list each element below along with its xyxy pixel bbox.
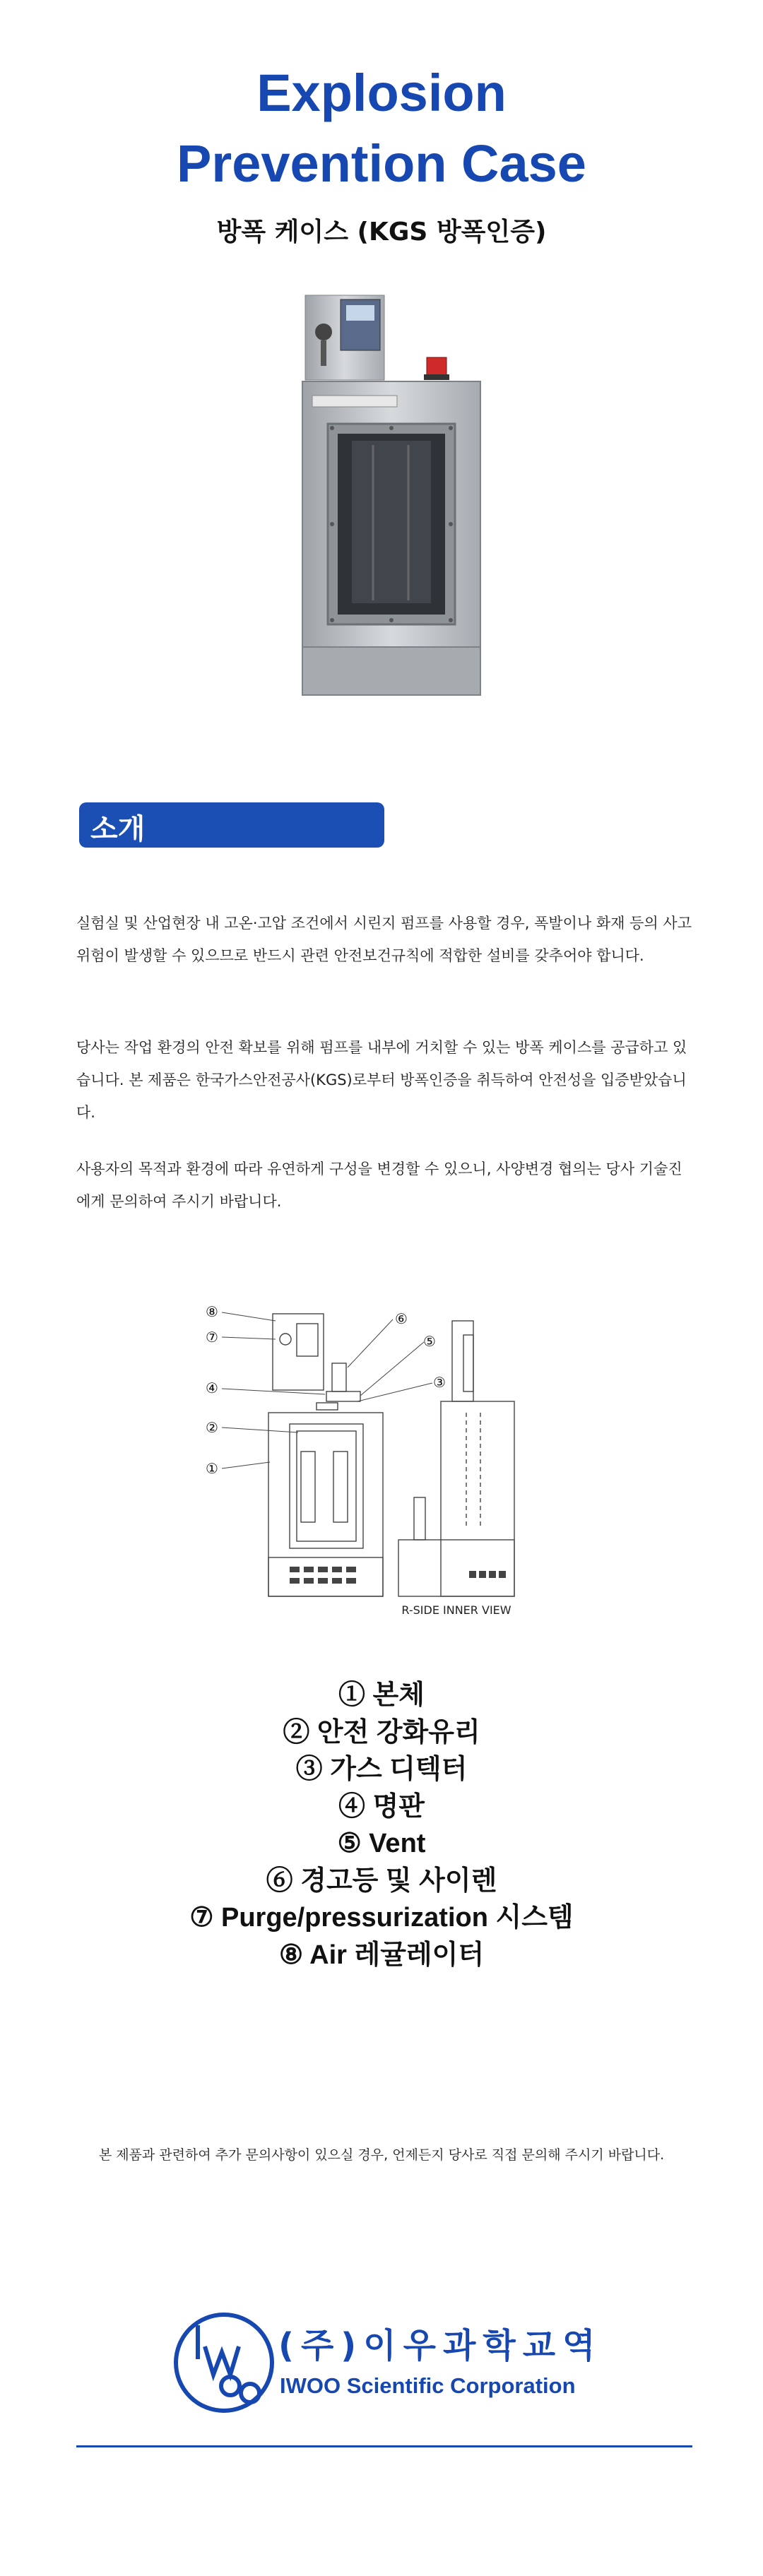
- technical-diagram: [191, 1293, 586, 1618]
- company-logo: [171, 2310, 277, 2416]
- intro-paragraph-3: 사용자의 목적과 환경에 따라 유연하게 구성을 변경할 수 있으니, 사양변경 협의는 당사 기술진에게 문의하여 주시기 바랍니다.: [76, 1161, 682, 1210]
- section-heading-text: 소개: [90, 813, 146, 845]
- part-item-gas-detector: ③ 가스 디텍터: [295, 1755, 468, 1784]
- page-subtitle: 방폭 케이스 (KGS 방폭인증): [216, 218, 547, 247]
- part-item-body: ① 본체: [338, 1680, 425, 1710]
- part-item-air-regulator: ⑧ Air 레귤레이터: [278, 1940, 485, 1970]
- callout-2: ②: [206, 1419, 218, 1436]
- company-name-korean: (주)이우과학교역: [278, 2326, 603, 2366]
- product-photo: [295, 290, 490, 699]
- page-title-line1: Explosion: [256, 64, 507, 122]
- part-item-warning-light-siren: ⑥ 경고등 및 사이렌: [266, 1865, 497, 1896]
- part-item-purge-system: ⑦ Purge/pressurization 시스템: [189, 1903, 574, 1933]
- part-item-nameplate: ④ 명판: [338, 1791, 425, 1822]
- intro-paragraph-2: 당사는 작업 환경의 안전 확보를 위해 펌프를 내부에 거치할 수 있는 방폭 케이스를 공급하고 있습니다. 본 제품은 한국가스안전공사(KGS)로부터 방폭인증을 취득하여 안전성을 입증받았습니다.: [76, 1039, 687, 1121]
- footer-divider: [76, 2445, 692, 2447]
- callout-5: ⑤: [423, 1333, 436, 1350]
- callout-3: ③: [433, 1374, 446, 1391]
- callout-4: ④: [206, 1379, 218, 1396]
- part-item-safety-glass: ② 안전 강화유리: [283, 1717, 480, 1747]
- callout-6: ⑥: [395, 1310, 408, 1327]
- section-header-intro: [79, 802, 384, 848]
- callout-1: ①: [206, 1460, 218, 1477]
- intro-paragraph-1: 실험실 및 산업현장 내 고온·고압 조건에서 시린지 펌프를 사용할 경우, 폭발이나 화재 등의 사고 위험이 발생할 수 있으므로 반드시 관련 안전보건규칙에 적합한 설비를 갖추어야 합니다.: [76, 915, 692, 964]
- parts-list: [0, 1677, 763, 1973]
- callout-8: ⑧: [206, 1303, 218, 1320]
- part-item-vent: ⑤ Vent: [337, 1829, 426, 1858]
- page-title-line2: Prevention Case: [177, 134, 586, 193]
- company-name-english: IWOO Scientific Corporation: [280, 2373, 576, 2398]
- side-view-label: R-SIDE INNER VIEW: [401, 1603, 511, 1617]
- callout-7: ⑦: [206, 1329, 218, 1346]
- contact-notice: 본 제품과 관련하여 추가 문의사항이 있으실 경우, 언제든지 당사로 직접 문의해 주시기 바랍니다.: [98, 2147, 665, 2163]
